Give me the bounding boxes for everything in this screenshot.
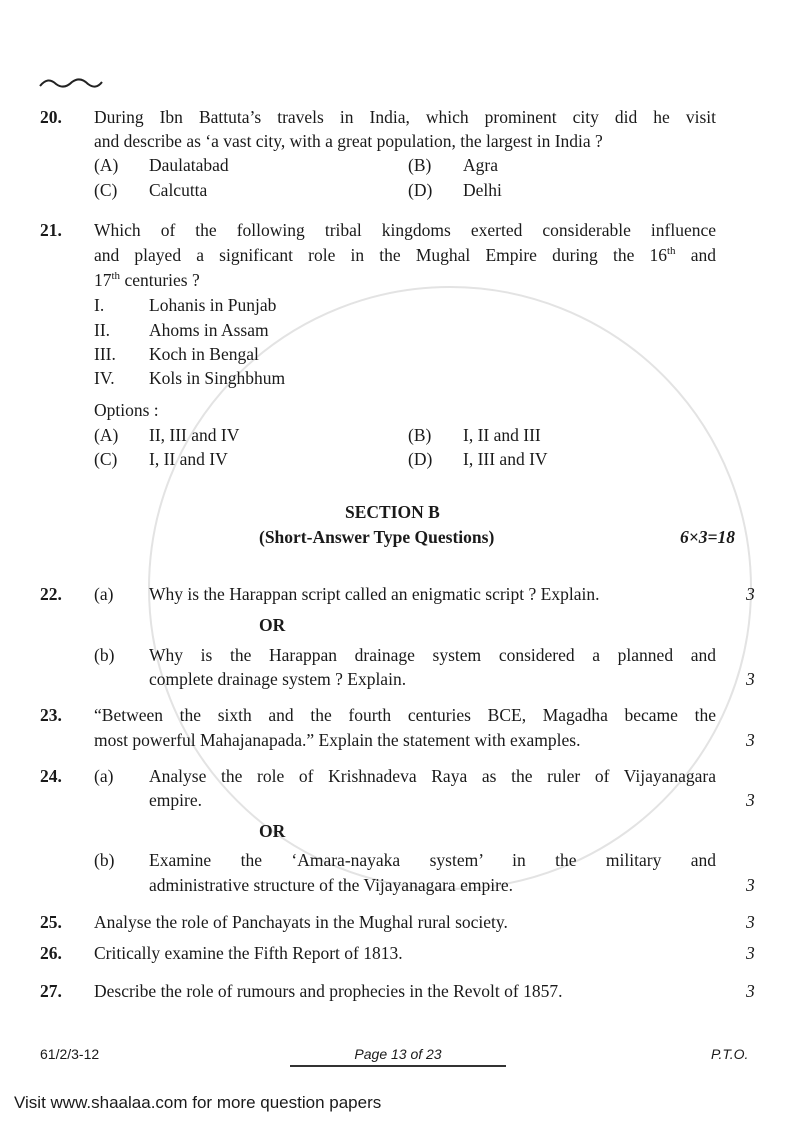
- question-text: Why is the Harappan drainage system considered a planned and: [149, 645, 716, 665]
- pto-label: P.T.O.: [711, 1046, 749, 1062]
- marks: 3: [746, 875, 755, 895]
- question-number: 27.: [40, 981, 62, 1001]
- option-label: (A): [94, 425, 119, 445]
- page-number: Page 13 of 23: [354, 1046, 442, 1062]
- item-text: Lohanis in Punjab: [149, 295, 277, 315]
- question-number: 26.: [40, 943, 62, 963]
- question-text: Analyse the role of Panchayats in the Mughal rural society.: [94, 912, 508, 932]
- question-number: 23.: [40, 705, 62, 725]
- question-text: Critically examine the Fifth Report of 1813.: [94, 943, 403, 963]
- sub-label: (b): [94, 850, 115, 870]
- question-text: Describe the role of rumours and prophecies in the Revolt of 1857.: [94, 981, 563, 1001]
- marks: 3: [746, 584, 755, 604]
- question-number: 21.: [40, 220, 62, 240]
- question-number: 22.: [40, 584, 62, 604]
- question-text-part: and: [675, 245, 716, 265]
- visit-link-text: Visit www.shaalaa.com for more question papers: [14, 1093, 382, 1112]
- option-text: I, II and III: [463, 425, 541, 445]
- sub-label: (a): [94, 766, 114, 786]
- option-label: (B): [408, 425, 432, 445]
- ordinal-suffix: th: [667, 245, 676, 258]
- option-label: (D): [408, 180, 433, 200]
- question-text: complete drainage system ? Explain.: [149, 669, 407, 689]
- option-label: (C): [94, 180, 118, 200]
- question-number: 24.: [40, 766, 62, 786]
- item-text: Kols in Singhbhum: [149, 368, 286, 388]
- option-label: (B): [408, 155, 432, 175]
- option-text: I, II and IV: [149, 449, 228, 469]
- sub-label: (a): [94, 584, 114, 604]
- item-number: IV.: [94, 368, 115, 388]
- or-separator: OR: [259, 615, 286, 635]
- question-text-part: 17: [94, 270, 112, 290]
- option-label: (C): [94, 449, 118, 469]
- question-text: Why is the Harappan script called an enigmatic script ? Explain.: [149, 584, 600, 604]
- option-text: Delhi: [463, 180, 502, 200]
- paper-code: 61/2/3-12: [40, 1046, 100, 1062]
- question-text: Which of the following tribal kingdoms exerted considerable influence: [94, 220, 716, 240]
- ordinal-suffix: th: [111, 270, 121, 283]
- option-label: (A): [94, 155, 119, 175]
- question-text-part: and played a significant role in the Mughal Empire during the 16: [94, 245, 667, 265]
- option-text: Daulatabad: [149, 155, 229, 175]
- marks: 3: [746, 912, 755, 932]
- or-separator: OR: [259, 821, 286, 841]
- section-marks: 6×3=18: [680, 527, 735, 547]
- item-number: I.: [94, 295, 105, 315]
- question-text: [94, 269, 200, 291]
- section-subtitle: (Short-Answer Type Questions): [259, 527, 495, 547]
- question-text: [94, 244, 716, 266]
- option-label: (D): [408, 449, 433, 469]
- question-text: During Ibn Battuta’s travels in India, which prominent city did he visit: [94, 107, 716, 127]
- marks: 3: [746, 730, 755, 750]
- question-text-part: centuries ?: [120, 270, 200, 290]
- question-number: 25.: [40, 912, 62, 932]
- marks: 3: [746, 943, 755, 963]
- footer-divider: [290, 1065, 506, 1067]
- marks: 3: [746, 669, 755, 689]
- section-title: SECTION B: [345, 502, 440, 522]
- tilde-mark-icon: [38, 76, 104, 90]
- question-text: most powerful Mahajanapada.” Explain the statement with examples.: [94, 730, 581, 750]
- item-number: II.: [94, 320, 111, 340]
- question-number: 20.: [40, 107, 62, 127]
- question-text: and describe as ‘a vast city, with a great population, the largest in India ?: [94, 131, 603, 151]
- option-text: Agra: [463, 155, 498, 175]
- question-text: Analyse the role of Krishnadeva Raya as the ruler of Vijayanagara: [149, 766, 716, 786]
- question-text: “Between the sixth and the fourth centuries BCE, Magadha became the: [94, 705, 716, 725]
- question-text: Examine the ‘Amara-nayaka system’ in the military and: [149, 850, 716, 870]
- question-text: administrative structure of the Vijayanagara empire.: [149, 875, 514, 895]
- sub-label: (b): [94, 645, 115, 665]
- item-number: III.: [94, 344, 116, 364]
- item-text: Koch in Bengal: [149, 344, 259, 364]
- options-label: Options :: [94, 400, 159, 420]
- marks: 3: [746, 790, 755, 810]
- option-text: Calcutta: [149, 180, 208, 200]
- marks: 3: [746, 981, 755, 1001]
- option-text: I, III and IV: [463, 449, 548, 469]
- option-text: II, III and IV: [149, 425, 240, 445]
- question-text: empire.: [149, 790, 202, 810]
- item-text: Ahoms in Assam: [149, 320, 269, 340]
